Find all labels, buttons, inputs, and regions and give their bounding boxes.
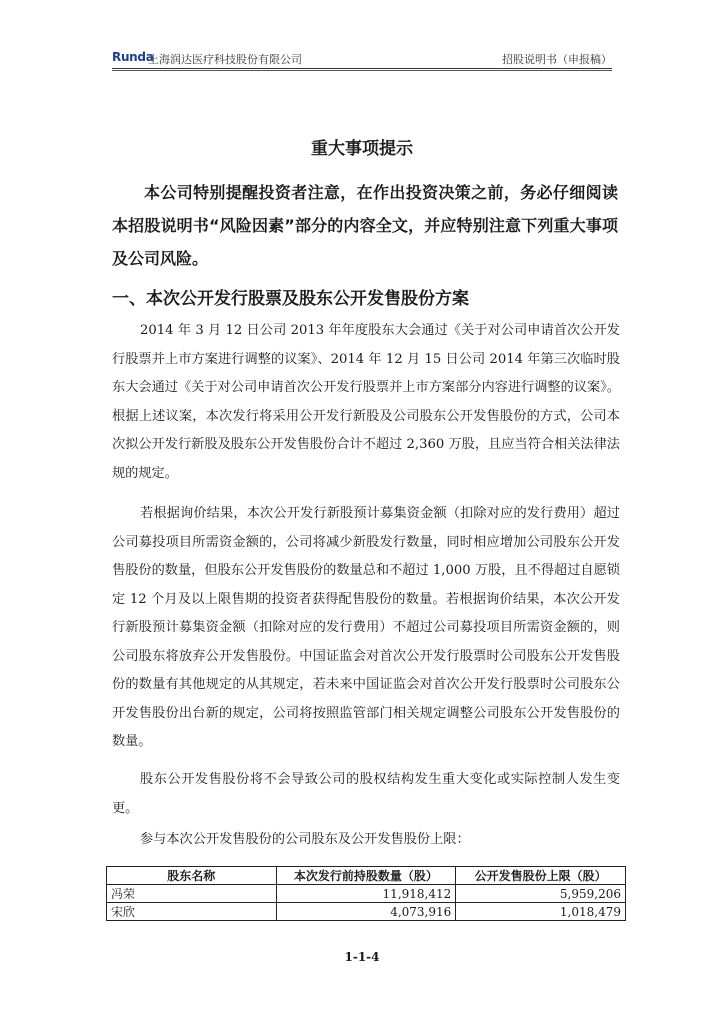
lead-paragraph: 本公司特别提醒投资者注意，在作出投资决策之前，务必仔细阅读本招股说明书“风险因素”部分的内容全文，并应特别注意下列重大事项及公司风险。: [112, 183, 618, 268]
header-rule-thin: [112, 70, 612, 71]
column-header-sale-cap: 公开发售股份上限（股）: [456, 867, 626, 885]
page-title: 重大事项提示: [311, 139, 413, 159]
table-row: [107, 903, 626, 921]
section-heading: 一、本次公开发行股票及股东公开发售股份方案: [112, 289, 469, 309]
paragraph-4: 参与本次公开发售股份的公司股东及公开发售股份上限：: [140, 832, 470, 847]
table-row: [107, 885, 626, 903]
page-header: [112, 50, 612, 68]
column-header-shares-before: 本次发行前持股数量（股）: [276, 867, 456, 885]
page-number: 1-1-4: [344, 950, 380, 964]
paragraph-3: 股东公开发售股份将不会导致公司的股权结构发生重大变化或实际控制人发生变更。: [112, 772, 620, 816]
company-name: 上海润达医疗科技股份有限公司: [148, 53, 302, 66]
shares-before: 11,918,412: [276, 885, 456, 903]
sale-cap: 1,018,479: [456, 903, 626, 921]
shares-before: 4,073,916: [276, 903, 456, 921]
paragraph-1: 2014 年 3 月 12 日公司 2013 年年度股东大会通过《关于对公司申请首次公开发行股票并上市方案进行调整的议案》、2014 年 12 月 15 日公司 2014 年第三次临时股东大会通过《关于对公司申请首次公开发行股票并上市方案部分内容进行调整的议案》。根据上述议案，本次发行将采用公开发行新股及公司股东公开发售股份的方式，公司本次拟公开发行新股及股东公开发售股份合计不超过 2,360 万股，且应当符合相关法律法规的规定。: [112, 323, 620, 481]
company-logo: Runda: [112, 50, 154, 64]
table-header-row: [107, 867, 626, 885]
shareholder-table: [106, 866, 626, 921]
shareholder-name: 宋欣: [107, 903, 277, 921]
column-header-name: 股东名称: [107, 867, 277, 885]
sale-cap: 5,959,206: [456, 885, 626, 903]
shareholder-name: 冯荣: [107, 885, 277, 903]
paragraph-2: 若根据询价结果，本次公开发行新股预计募集资金额（扣除对应的发行费用）超过公司募投项目所需资金额的，公司将减少新股发行数量，同时相应增加公司股东公开发售股份的数量，但股东公开发售股份的数量总和不超过 1,000 万股，且不得超过自愿锁定 12 个月及以上限售期的投资者获得配售股份的数量。若根据询价结果，本次公开发行新股预计募集资金额（扣除对应的发行费用）不超过公司募投项目所需资金额的，则公司股东将放弃公开发售股份。中国证监会对首次公开发行股票时公司股东公开发售股份的数量有其他规定的从其规定，若未来中国证监会对首次公开发行股票时公司股东公开发售股份出台新的规定，公司将按照监管部门相关规定调整公司股东公开发售股份的数量。: [112, 506, 620, 749]
header-rule: [112, 68, 612, 69]
document-type: 招股说明书（申报稿）: [502, 53, 612, 66]
